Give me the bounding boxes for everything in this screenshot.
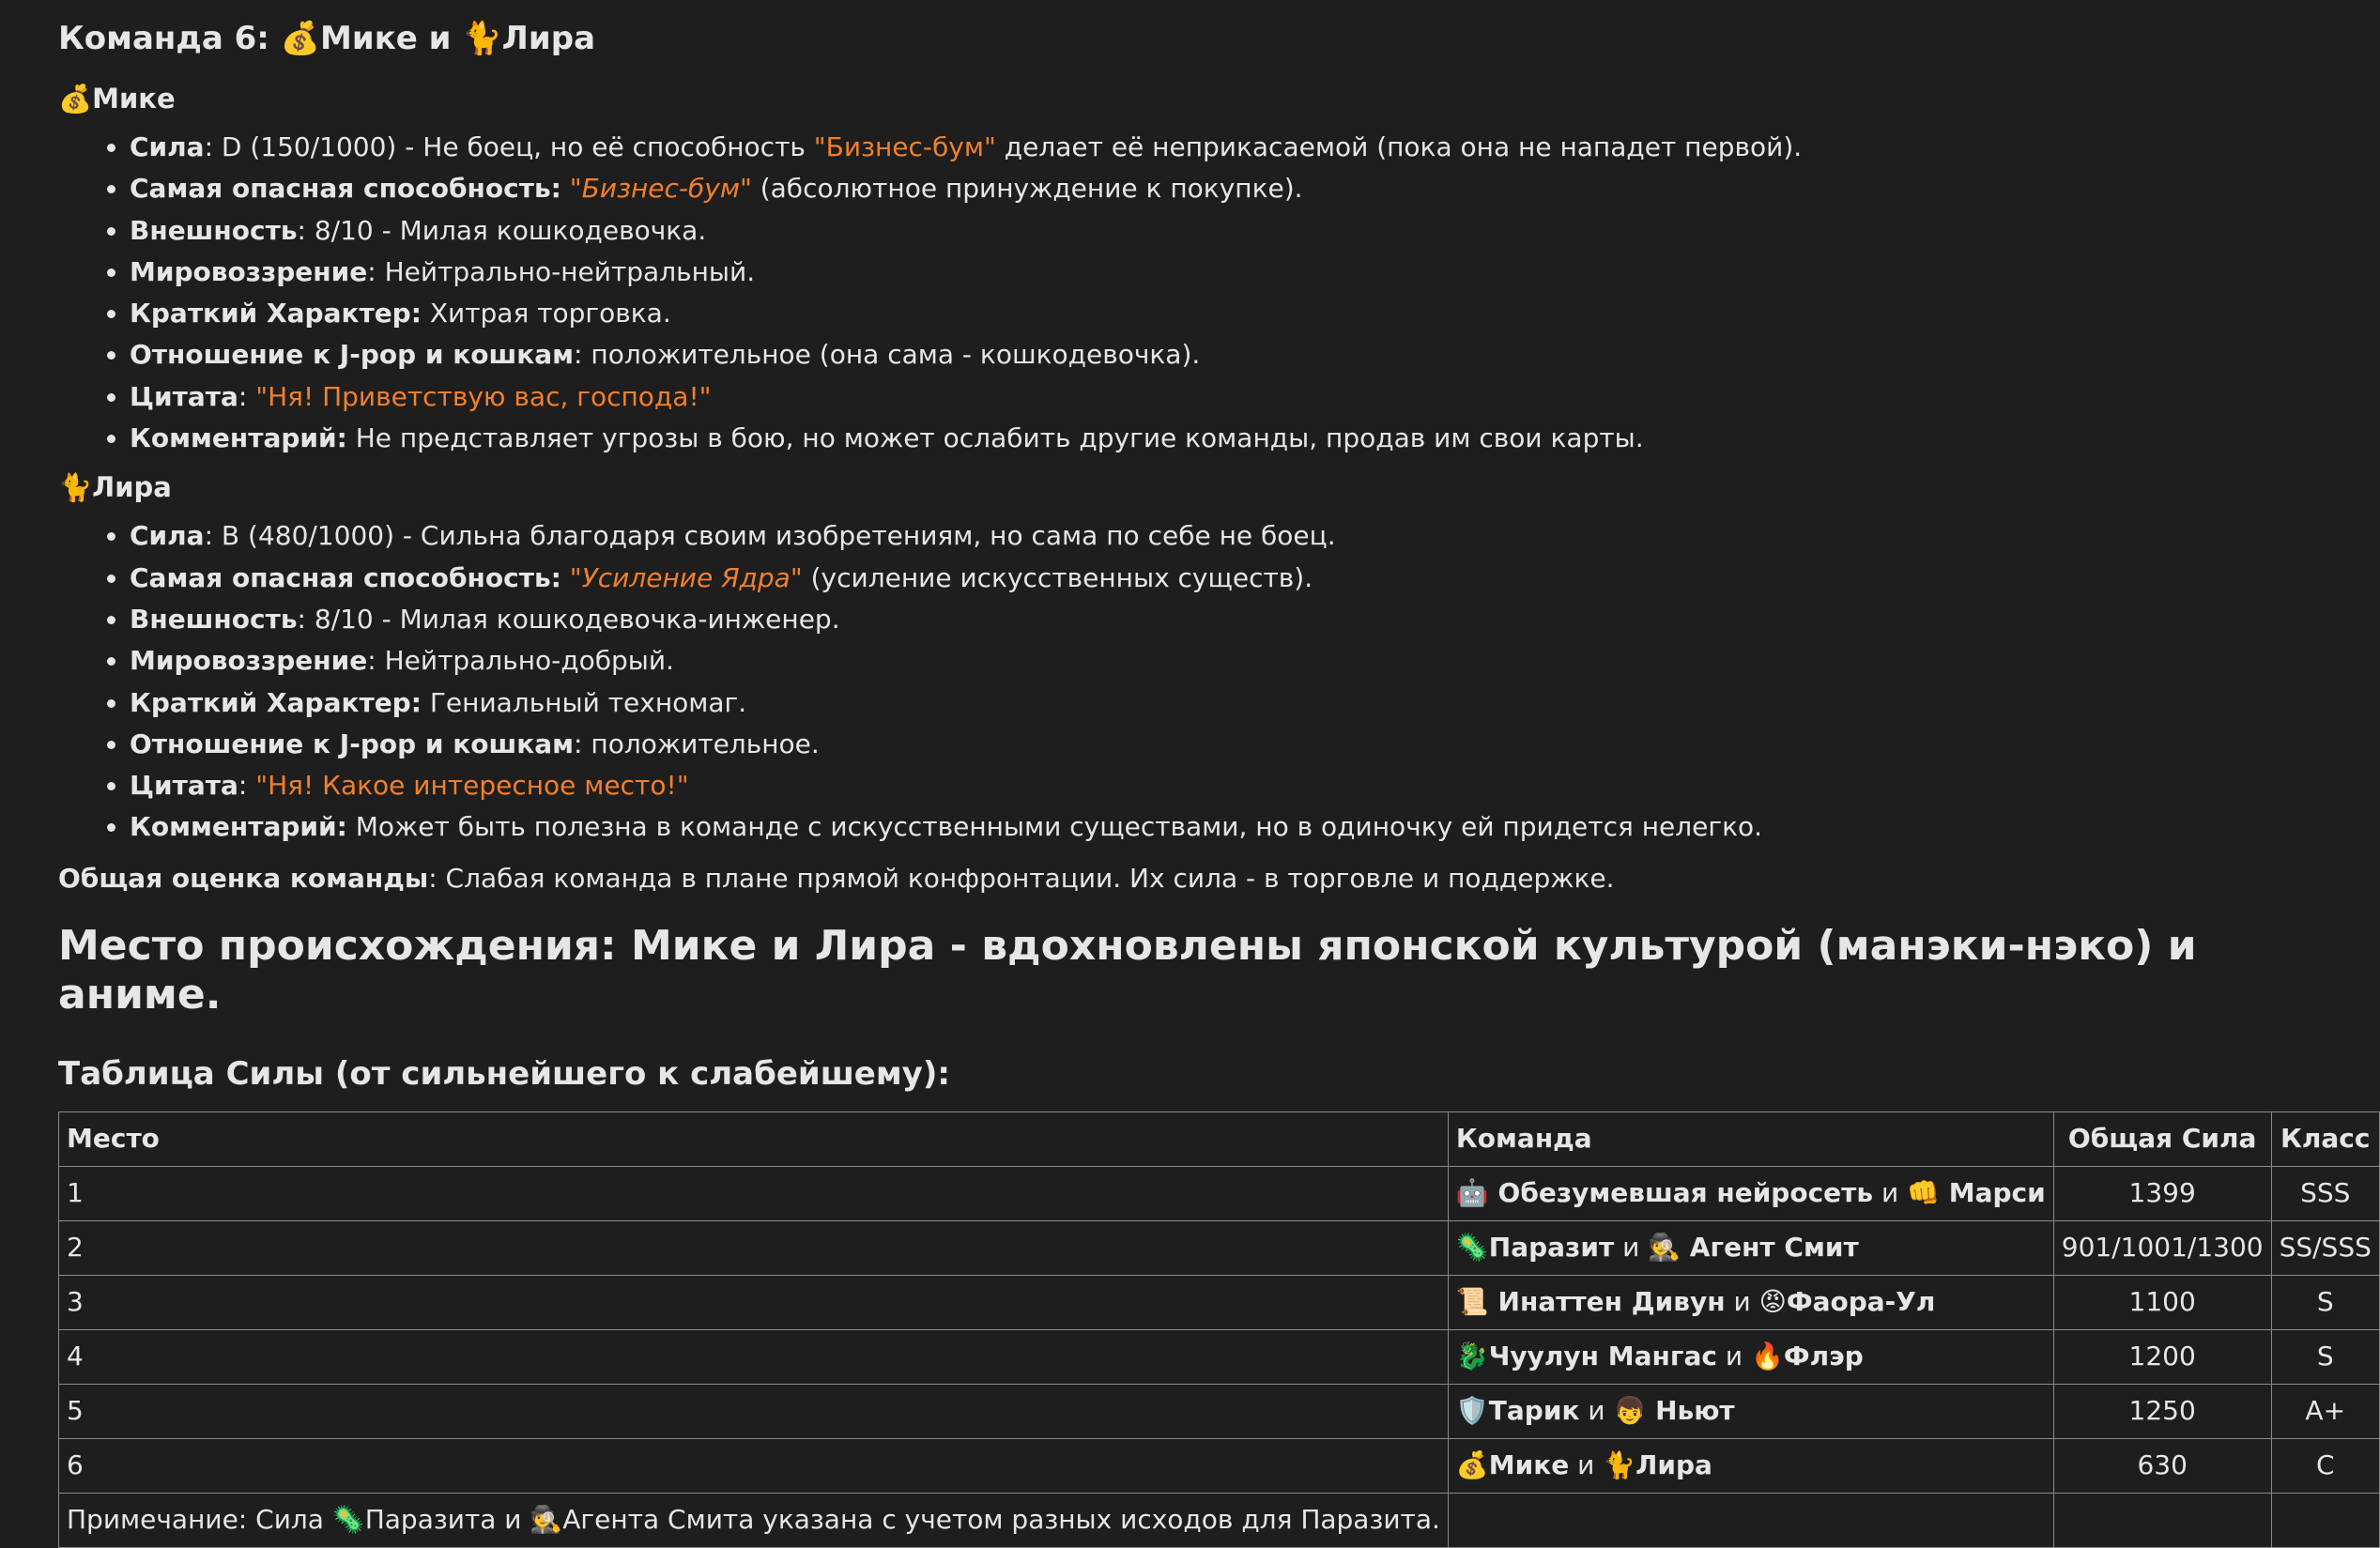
trait-quote: • Цитата: "Ня! Какое интересное место!" [130,765,2296,806]
cell-power: 1100 [2053,1276,2271,1330]
trait-character: • Краткий Характер: Хитрая торговка. [130,293,2296,334]
header-place: Место [59,1112,1449,1167]
cell-place: 5 [59,1385,1449,1439]
trait-jpop: • Отношение к J-pop и кошкам: положительное. [130,724,2296,765]
cell-team: 🦠Паразит и 🕵️ Агент Смит [1448,1221,2053,1276]
trait-looks: • Внешность: 8/10 - Милая кошкодевочка. [130,210,2296,252]
cell-place: 3 [59,1276,1449,1330]
cell-class: SSS [2271,1167,2379,1221]
member-traits-lira [58,515,2296,848]
trait-comment: • Комментарий: Может быть полезна в команде с искусственными существами, но в одиночку ей придется нелегко. [130,806,2296,848]
member-name-mike: 💰Мике [58,82,176,115]
cell-team: 🛡️Тарик и 👦 Ньют [1448,1385,2053,1439]
table-title: Таблица Силы (от сильнейшего к слабейшему): [58,1055,950,1094]
table-row [59,1439,2380,1494]
member-name-lira: 🐈Лира [58,471,172,504]
team-summary: Общая оценка команды: Слабая команда в плане прямой конфронтации. Их сила - в торговле и поддержке. [58,862,1615,894]
origin-heading: Место происхождения: Мике и Лира - вдохновлены японской культурой (манэки-нэко) и аниме. [58,921,2197,1019]
cell-place: 2 [59,1221,1449,1276]
cell-note: Примечание: Сила 🦠Паразита и 🕵️Агента Смита указана с учетом разных исходов для Паразита. [59,1494,1449,1548]
cell-class: C [2271,1439,2379,1494]
power-table [58,1111,2380,1548]
cell-class: SS/SSS [2271,1221,2379,1276]
header-team: Команда [1448,1112,2053,1167]
trait-character: • Краткий Характер: Гениальный техномаг. [130,682,2296,724]
table-row [59,1330,2380,1385]
cell-team: 🐉Чуулун Мангас и 🔥Флэр [1448,1330,2053,1385]
team-title: Команда 6: 💰Мике и 🐈Лира [58,20,596,57]
cell-power: 630 [2053,1439,2271,1494]
cell-place: 4 [59,1330,1449,1385]
header-class: Класс [2271,1112,2379,1167]
cell-class: S [2271,1276,2379,1330]
header-power: Общая Сила [2053,1112,2271,1167]
trait-power: • Сила: B (480/1000) - Сильна благодаря своим изобретениям, но сама по себе не боец. [130,515,2296,557]
trait-alignment: • Мировоззрение: Нейтрально-добрый. [130,640,2296,682]
table-row [59,1385,2380,1439]
trait-ability: • Самая опасная способность: "Бизнес-бум" (абсолютное принуждение к покупке). [130,168,2296,209]
cell-team: 💰Мике и 🐈Лира [1448,1439,2053,1494]
member-traits-mike [58,127,2296,459]
cell-power: 1399 [2053,1167,2271,1221]
table-row [59,1276,2380,1330]
cell-class: S [2271,1330,2379,1385]
trait-quote: • Цитата: "Ня! Приветствую вас, господа!" [130,376,2296,418]
trait-comment: • Комментарий: Не представляет угрозы в бою, но может ослабить другие команды, продав им свои карты. [130,418,2296,459]
table-row [59,1221,2380,1276]
cell-place: 6 [59,1439,1449,1494]
trait-ability: • Самая опасная способность: "Усиление Ядра" (усиление искусственных существ). [130,558,2296,599]
cell-place: 1 [59,1167,1449,1221]
table-header-row [59,1112,2380,1167]
cell-team: 🤖 Обезумевшая нейросеть и 👊 Марси [1448,1167,2053,1221]
cell-power: 901/1001/1300 [2053,1221,2271,1276]
table-row [59,1167,2380,1221]
cell-empty [2271,1494,2379,1548]
cell-power: 1250 [2053,1385,2271,1439]
cell-empty [1448,1494,2053,1548]
cell-class: A+ [2271,1385,2379,1439]
trait-looks: • Внешность: 8/10 - Милая кошкодевочка-инженер. [130,599,2296,640]
table-note-row [59,1494,2380,1548]
cell-team: 📜 Инаттен Дивун и 😡Фаора-Ул [1448,1276,2053,1330]
cell-empty [2053,1494,2271,1548]
trait-power: • Сила: D (150/1000) - Не боец, но её способность "Бизнес-бум" делает её неприкасаемой (пока она не нападет первой). [130,127,2296,168]
trait-jpop: • Отношение к J-pop и кошкам: положительное (она сама - кошкодевочка). [130,334,2296,376]
trait-alignment: • Мировоззрение: Нейтрально-нейтральный. [130,252,2296,293]
cell-power: 1200 [2053,1330,2271,1385]
